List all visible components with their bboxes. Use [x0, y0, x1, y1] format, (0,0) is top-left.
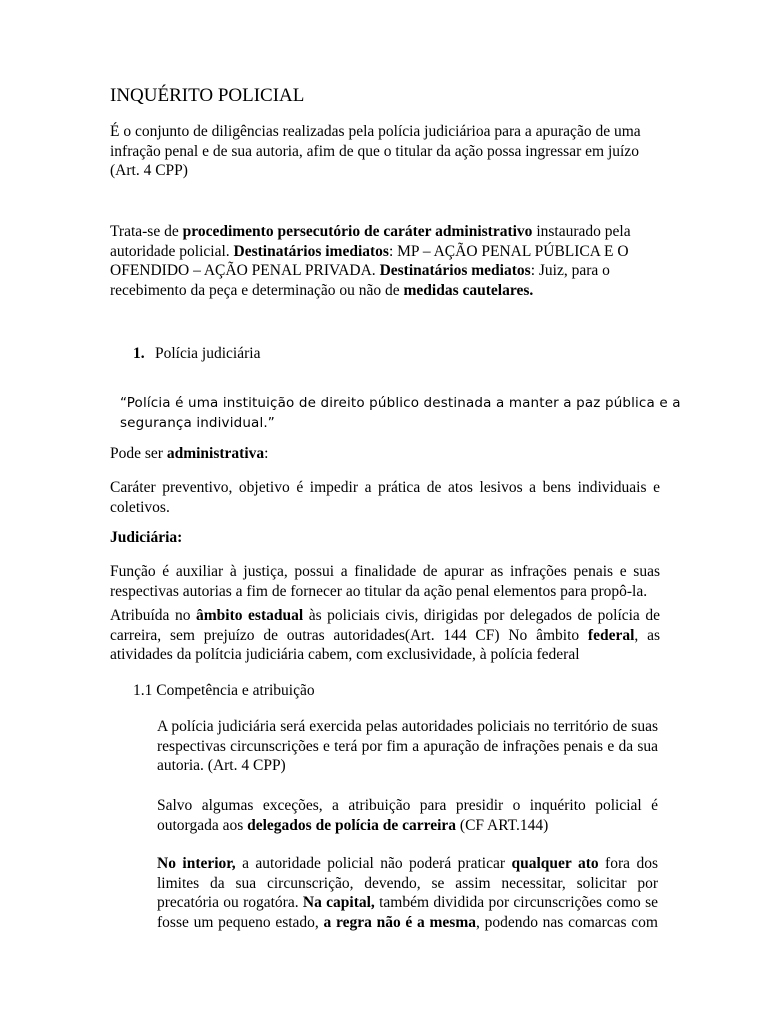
section-1-1-heading [133, 681, 315, 701]
judiciaria-heading [110, 528, 182, 548]
interior-bold-4: a regra não é a mesma [323, 913, 476, 931]
administrativa-text-2: : [264, 445, 269, 462]
salvo-line-1: Salvo algumas exceções, a atribuição para presidir o inquérito policial é [157, 797, 658, 814]
salvo-paragraph [157, 796, 658, 835]
carater-paragraph [110, 478, 660, 517]
atribuida-line-3: atividades da polítcia judiciária cabem, com exclusividade, à polícia federal [110, 646, 580, 663]
trata-bold-4: medidas cautelares. [403, 281, 534, 299]
interior-line-1 [157, 854, 658, 874]
interior-text-5: fosse um pequeno estado, [157, 913, 324, 931]
carater-line-2: coletivos. [110, 498, 170, 516]
interior-line-3 [157, 893, 658, 913]
interior-bold-1: No interior, [157, 855, 236, 872]
trata-text-4: : MP – AÇÃO PENAL PÚBLICA E O [388, 242, 629, 260]
salvo-bold-1: delegados de polícia de carreira [247, 816, 457, 834]
administrativa-bold: administrativa [166, 445, 265, 462]
administrativa-paragraph [110, 444, 268, 464]
salvo-text-2: (CF ART.144) [456, 816, 549, 834]
trata-text-7: recebimento da peça e determinação ou não de [110, 281, 404, 299]
funcao-line-2: respectivas autorias a fim de fornecer ao titular da ação penal elementos para propô-la. [110, 582, 648, 600]
intro-paragraph [110, 122, 641, 181]
trata-paragraph [110, 222, 631, 300]
trata-bold-1: procedimento persecutório de caráter administrativo [182, 223, 533, 240]
atribuida-text-4: , as [634, 626, 660, 644]
section-1-title: Polícia judiciária [155, 345, 261, 362]
funcao-paragraph [110, 562, 660, 601]
atribuida-bold-2: federal [587, 626, 635, 644]
atribuida-line-2 [110, 626, 660, 646]
carater-line-1: Caráter preventivo, objetivo é impedir a prática de atos lesivos a bens individuais e [110, 479, 660, 496]
trata-bold-2: Destinatários imediatos [233, 242, 389, 260]
trata-text-1: Trata-se de [110, 223, 183, 240]
interior-bold-2: qualquer ato [511, 855, 599, 872]
interior-line-2: limites da sua circunscrição, devendo, se assim necessitar, solicitar por [157, 874, 658, 892]
trata-text-2: instaurado pela [532, 223, 631, 240]
atribuida-paragraph [110, 606, 660, 665]
atribuida-line-1 [110, 606, 660, 626]
interior-text-6: , podendo nas comarcas com [475, 913, 658, 931]
trata-text-3: autoridade policial. [110, 242, 234, 260]
exercida-line-2: respectivas circunscrições e terá por fim a apuração de infrações penais e da sua [157, 737, 658, 755]
quote-line-1: “Polícia é uma instituição de direito público destinada a manter a paz pública e a [120, 395, 681, 411]
atribuida-text-3: carreira, sem prejuízo de outras autoridades(Art. 144 CF) No âmbito [110, 626, 588, 644]
interior-text-3: precatória ou rogatóra. [157, 894, 303, 911]
exercida-line-3: autoria. (Art. 4 CPP) [157, 757, 286, 774]
trata-text-5: OFENDIDO – AÇÃO PENAL PRIVADA. [110, 262, 380, 279]
salvo-line-2 [157, 816, 658, 836]
section-1-number: 1. [133, 345, 145, 362]
interior-text-4: também dividida por circunscrições como se [374, 894, 659, 911]
intro-line-2: infração penal e de sua autoria, afim de que o titular da ação possa ingressar em juízo [110, 142, 639, 160]
funcao-line-1: Função é auxiliar à justiça, possui a finalidade de apurar as infrações penais e suas [110, 563, 660, 580]
exercida-paragraph [157, 717, 658, 776]
quote-paragraph [120, 394, 681, 433]
exercida-line-1: A polícia judiciária será exercida pelas autoridades policiais no território de suas [157, 718, 658, 735]
interior-bold-3: Na capital, [302, 894, 375, 911]
judiciaria-heading-text: Judiciária: [110, 529, 183, 546]
interior-line-4 [157, 913, 658, 933]
section-1-heading [133, 344, 261, 364]
intro-line-3: (Art. 4 CPP) [110, 162, 188, 179]
intro-line-1: É o conjunto de diligências realizadas pela polícia judiciárioa para a apuração de uma [110, 123, 641, 140]
document-title: INQUÉRITO POLICIAL [110, 85, 305, 106]
salvo-text-1: outorgada aos [157, 816, 248, 834]
trata-text-6: : Juiz, para o [530, 262, 610, 279]
section-1-1-label: 1.1 Competência e atribuição [133, 682, 315, 699]
atribuida-text-1: Atribuída no [110, 607, 196, 624]
atribuida-text-2: às policiais civis, dirigidas por delegados de polícia de [303, 607, 660, 624]
administrativa-text-1: Pode ser [110, 445, 167, 462]
quote-line-2: segurança individual.” [120, 414, 275, 431]
interior-text-1: a autoridade policial não poderá praticar [235, 855, 512, 872]
interior-paragraph [157, 854, 658, 932]
interior-text-2: fora dos [598, 855, 658, 872]
trata-bold-3: Destinatários mediatos [379, 262, 531, 279]
atribuida-bold-1: âmbito estadual [196, 607, 304, 624]
